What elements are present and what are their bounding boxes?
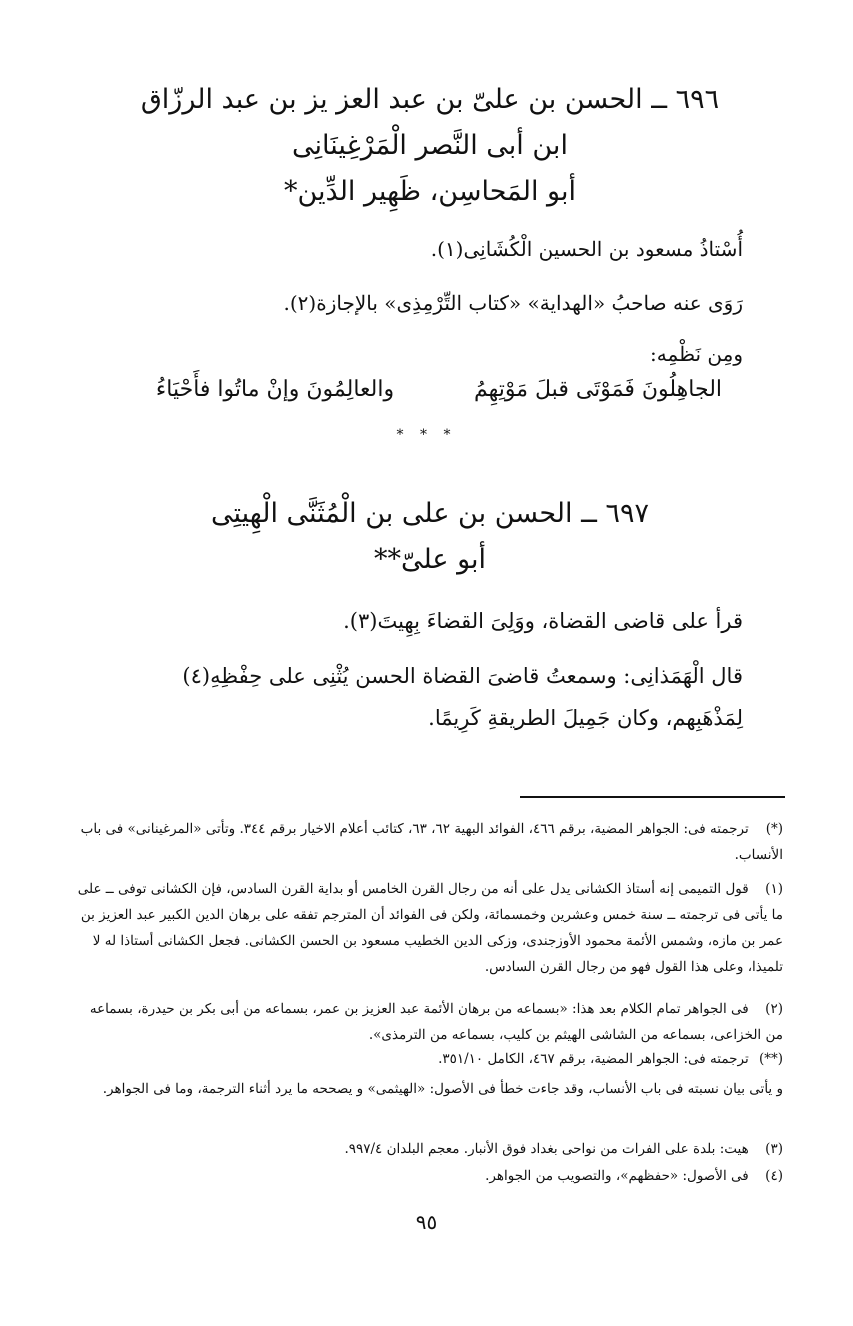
footnote-star2-continued bbox=[75, 1076, 783, 1102]
footnote-text: هيت: بلدة على الفرات من نواحى بغداد فوق الأنبار. معجم البلدان ٩٩٧/٤. bbox=[344, 1141, 749, 1157]
page-number: ٩٥ bbox=[415, 1210, 438, 1234]
footnote-number: (**) bbox=[758, 1051, 783, 1067]
entry-696-title-line3: أبو المَحاسِن، ظَهِير الدِّين* bbox=[283, 176, 577, 207]
entry-696-paragraph-teacher: أُسْتاذُ مسعود بن الحسين الْكُشَانِى(١). bbox=[430, 237, 743, 261]
entry-697-paragraph-study: قرأ على قاضى القضاة، ووَلِىَ القضاءَ بِهِيتَ(٣). bbox=[343, 609, 743, 633]
footnote-star2 bbox=[75, 1046, 783, 1072]
verse-intro: ومِن نَظْمِه: bbox=[650, 342, 743, 366]
footnote-star1 bbox=[75, 816, 783, 868]
entry-697-title-line2: أبو علىّ** bbox=[373, 544, 487, 575]
footnote-number: (٤) bbox=[765, 1168, 783, 1184]
footnote-text: قول التميمى إنه أستاذ الكشانى يدل على أنه من رجال القرن الخامس أو بداية القرن السادس، فإن الكشانى توفى ــ على ما يأتى فى ترجمته ــ سنة خمس وعشرين وخمسمائة، ولكن فى الفوائد أن المترجم تفقه على برهان الدين الكبير عبد العزيز بن عمر بن مازه، وشمس الأئمة محمود الأوزجندى، وزكى الدين الخطيب مسعود بن الحسن الكشانى. فجعل الكشانى أستاذا له لا تلميذا، وعلى هذا القول فهو من رجال القرن السادس. bbox=[77, 881, 783, 975]
footnote-2 bbox=[75, 996, 783, 1048]
entry-696-title-line2: ابن أبى النَّصر الْمَرْغِينَانِى bbox=[292, 130, 568, 161]
footnote-text: فى الأصول: «حفظهم»، والتصويب من الجواهر. bbox=[485, 1168, 749, 1184]
footnote-text: و يأتى بيان نسبته فى باب الأنساب، وقد جاءت خطأ فى الأصول: «الهيثمى» و يصححه ما يرد أثناء الترجمة، وما فى الجواهر. bbox=[102, 1081, 783, 1097]
footnote-number: (*) bbox=[765, 821, 783, 837]
footnote-text: فى الجواهر تمام الكلام بعد هذا: «بسماعه من برهان الأئمة عبد العزيز بن عمر، بسماعه من أبى بكر بن حيدرة، بسماعه من الخزاعى، بسماعه من الشاشى الهيثم بن كليب، بسماعه من الترمذى». bbox=[89, 1001, 783, 1043]
footnote-number: (١) bbox=[765, 881, 783, 897]
footnote-3 bbox=[75, 1136, 783, 1162]
verse-first-hemistich: الجاهِلُونَ فَمَوْتَى قبلَ مَوْتِهِمُ bbox=[473, 377, 723, 402]
section-separator: * * * bbox=[396, 427, 457, 443]
footnote-4 bbox=[75, 1163, 783, 1189]
entry-696-title-line1: ٦٩٦ ــ الحسن بن علىّ بن عبد العز يز بن عبد الرزّاق bbox=[140, 84, 720, 115]
footnote-text: ترجمته فى: الجواهر المضية، برقم ٤٦٦، الفوائد البهية ٦٢، ٦٣، كتائب أعلام الاخيار برقم ٣٤٤. وتأتى «المرغينانى» فى باب الأنساب. bbox=[80, 821, 783, 863]
footnote-text: ترجمته فى: الجواهر المضية، برقم ٤٦٧، الكامل ٣٥١/١٠. bbox=[438, 1051, 749, 1067]
poem-verse bbox=[110, 370, 758, 410]
footnote-1 bbox=[75, 876, 783, 980]
verse-second-hemistich: والعالِمُونَ وإنْ ماتُوا فأَحْيَاءُ bbox=[155, 377, 395, 402]
entry-696-paragraph-narration: رَوَى عنه صاحبُ «الهداية» «كتاب التِّرْمِذِى» بالإجازة(٢). bbox=[283, 291, 743, 315]
footnote-number: (٢) bbox=[765, 1001, 783, 1017]
footnote-number: (٣) bbox=[765, 1141, 783, 1157]
entry-697-paragraph-praise: قال الْهَمَذانِى: وسمعتُ قاضىَ القضاة الحسن يُثْنِى على حِفْظِهِ(٤) لِمَذْهَبِهم، وكان جَمِيلَ الطريقةِ كَرِيمًا. bbox=[182, 664, 743, 730]
footnote-rule bbox=[520, 796, 785, 798]
entry-697-title-line1: ٦٩٧ ــ الحسن بن على بن الْمُثَنَّى الْهِيتِى bbox=[210, 498, 649, 529]
